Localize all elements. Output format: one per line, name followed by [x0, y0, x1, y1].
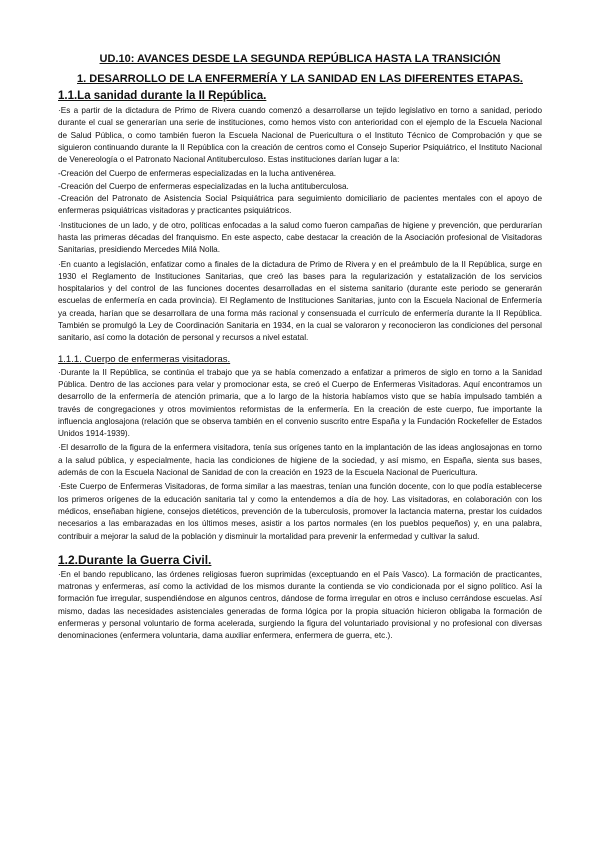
paragraph: ·El desarrollo de la figura de la enfermera visitadora, tenía sus orígenes tanto en la implantación de las ideas anglosajonas en torno a la salud pública, y especialmente, hacia las condiciones de higiene de la sociedad, y así mismo, en España, sienta sus bases, además de con la Escuela Nacional de Sanidad de con la creación en 1923 de la Escuela Nacional de Puericultura. [58, 443, 542, 478]
subsection-heading: 1.1.1. Cuerpo de enfermeras visitadoras. [58, 353, 231, 365]
document-title: UD.10: AVANCES DESDE LA SEGUNDA REPÚBLICA HASTA LA TRANSICIÓN [99, 53, 501, 65]
section-heading: 1.2.Durante la Guerra Civil. [58, 552, 212, 567]
paragraph: ·Este Cuerpo de Enfermeras Visitadoras, de forma similar a las maestras, tenían una función docente, con lo que podía establecerse los primeros orígenes de la educación sanitaria tal y como la entendemos a día de hoy. Las visitadoras, en colaboración con los médicos, enseñaban higiene, consejos dietéticos, prevención de la tuberculosis, promover la lactancia materna, prestar los cuidados necesarios a las embarazadas en los últimos meses, asistir a los partos normales (en los pueblos pequeños) y, en una palabra, contribuir a mejorar la salud de la población y disminuir la mortalidad para prevenir la enfermedad y cultivar la salud. [58, 482, 542, 541]
paragraph: ·Instituciones de un lado, y de otro, políticas enfocadas a la salud como fueron campañas de higiene y prevención, que perdurarían hasta las primeras décadas del franquismo. En este aspecto, cabe destacar la creación de la Asociación profesional de Visitadoras Sanitarias, presidiendo Mercedes Milá Nolla. [58, 220, 542, 255]
paragraph: -Creación del Cuerpo de enfermeras especializadas en la lucha antituberculosa. [58, 181, 349, 191]
paragraph: ·En el bando republicano, las órdenes religiosas fueron suprimidas (exceptuando en el País Vasco). La formación de practicantes, matronas y enfermeras, así como la actividad de los mismos durante la contienda se vio condicionada por el signo político. Así la formación fue irregular, suspendiéndose en algunos centros, dándose de forma irregular en otros e incluso cerrándose escuelas. Así mismo, dadas las necesidades asistenciales generadas de forma lógica por la propia situación hicieron obligaba la formación de enfermeras y personal voluntario de forma acelerada, surgiendo la figura del voluntariado provisional y no profesional con diversas denominaciones (enfermera voluntaria, dama auxiliar enfermera, enfermera de guerra, etc.). [58, 569, 542, 641]
document-page [58, 52, 542, 645]
paragraph: ·Durante la II República, se continúa el trabajo que ya se había comenzado a enfatizar a primeros de siglo en torno a la Sanidad Pública. Dentro de las acciones para velar y promocionar esta, se creó el Cuerpo de Enfermeras Visitadoras. Aquí encontramos un desarrollo de la enfermería de atención primaria, que a lo largo de la historia habíamos visto que se había impulsado también a través de congregaciones y otros movimientos reformistas de la enfermería. En la creación de este cuerpo, fue importante la influencia anglosajona (relación que se observa también en el convenio suscrito entre España y la Fundación Rockefeller de Estados Unidos 1914-1939). [58, 367, 542, 439]
paragraph: -Creación del Cuerpo de enfermeras especializadas en la lucha antivenérea. [58, 169, 337, 179]
paragraph: -Creación del Patronato de Asistencia Social Psiquiátrica para seguimiento domiciliario de pacientes mentales con el apoyo de enfermeras psiquiátricas visitadoras y practicantes psiquiátricos. [58, 194, 542, 216]
section-heading: 1.1.La sanidad durante la II República. [58, 90, 267, 102]
paragraph: ·Es a partir de la dictadura de Primo de Rivera cuando comenzó a desarrollarse un tejido legislativo en torno a sanidad, periodo durante el cual se generarían una serie de instituciones, como hemos visto con anterioridad con el ejemplo de la Escuela Nacional de Salud Pública, o como también fueron la Escuela Nacional de Puericultura o el Instituto Técnico de Comprobación y que se siguieron continuando durante la II República con la creación de centros como el Consejo Superior Psiquiátrico, el Instituto Nacional de Venereología o el Patronato Nacional Antituberculoso. Estas instituciones darían lugar a la: [58, 106, 542, 165]
document-subtitle: 1. DESARROLLO DE LA ENFERMERÍA Y LA SANIDAD EN LAS DIFERENTES ETAPAS. [77, 73, 523, 85]
paragraph: ·En cuanto a legislación, enfatizar como a finales de la dictadura de Primo de Rivera y en el preámbulo de la II República, surge en 1930 el Reglamento de Instituciones Sanitarias, que creó las bases para la regularización y estatalización de los servicios hospitalarios y del control de las funciones docentes desarrolladas en el sistema sanitario (durante este periodo se generarán escuelas de enfermería en cada provincia). El Reglamento de Instituciones Sanitarias, junto con la Escuela Nacional de Enfermería ya creada, harían que se desarrollara de una forma más racional y consensuada el currículo de enfermería durante la II República. También se promulgó la Ley de Coordinación Sanitaria en 1934, en la cual se valoraron y reconocieron las condiciones del personal sanitario, así como la dotación de personal y recursos a nivel estatal. [58, 259, 542, 343]
